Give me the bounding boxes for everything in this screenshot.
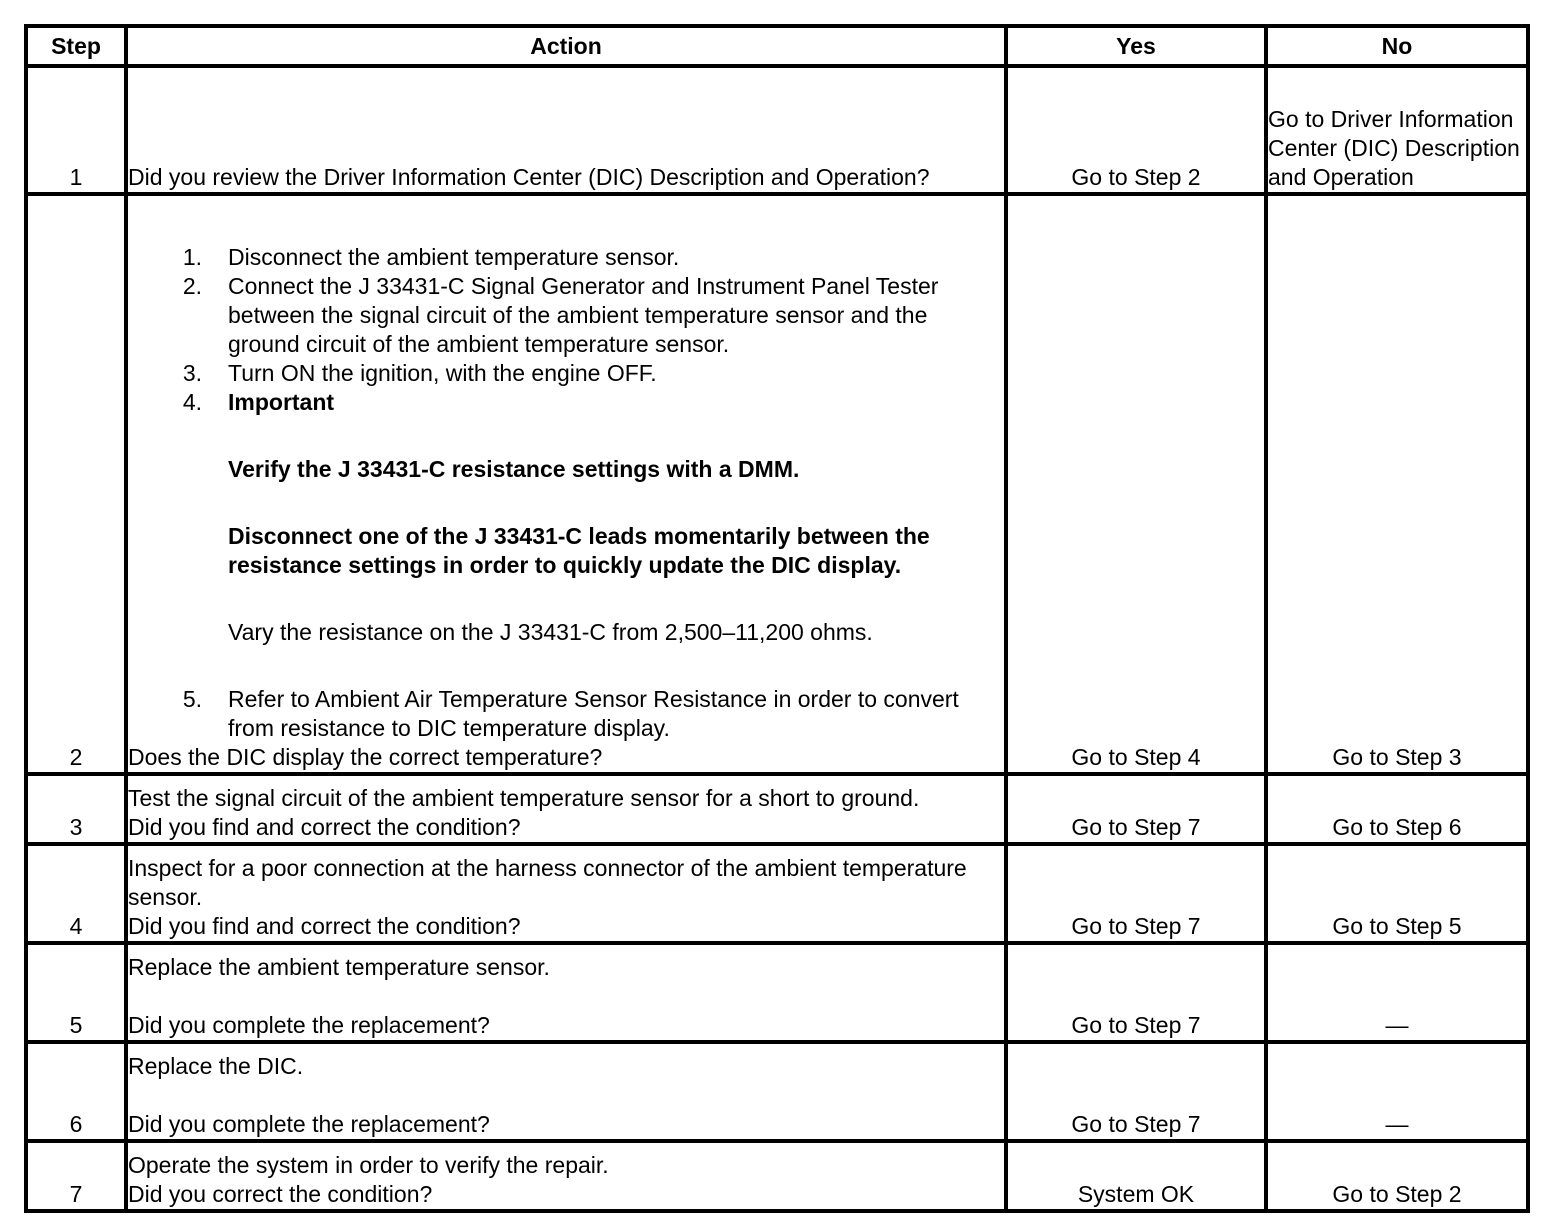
important-note: Verify the J 33431-C resistance settings with a DMM. bbox=[228, 456, 800, 482]
no-result: Go to Driver Information Center (DIC) Description and Operation bbox=[1266, 66, 1528, 194]
action-text: Replace the DIC. bbox=[128, 1053, 304, 1079]
table-row bbox=[26, 1141, 1528, 1211]
list-item bbox=[128, 243, 1004, 272]
step-number: 3 bbox=[26, 774, 126, 844]
yes-result: Go to Step 7 bbox=[1006, 1042, 1266, 1141]
header-step: Step bbox=[26, 26, 126, 66]
item-number: 4. bbox=[182, 389, 202, 415]
action-question: Did you correct the condition? bbox=[128, 1181, 433, 1207]
item-text: Connect the J 33431-C Signal Generator and Instrument Panel Tester between the signal circuit of the ambient temperature sensor and the ground circuit of the ambient temperature sensor. bbox=[228, 273, 939, 357]
action-question: Did you complete the replacement? bbox=[128, 1111, 490, 1137]
step-number: 1 bbox=[26, 66, 126, 194]
yes-result: Go to Step 7 bbox=[1006, 844, 1266, 943]
list-item bbox=[128, 685, 1004, 743]
action-cell bbox=[126, 943, 1006, 1042]
yes-result: Go to Step 7 bbox=[1006, 774, 1266, 844]
table-row bbox=[26, 1042, 1528, 1141]
list-item bbox=[128, 388, 1004, 647]
action-question: Does the DIC display the correct temperature? bbox=[128, 744, 603, 770]
table-row bbox=[26, 943, 1528, 1042]
table-row bbox=[26, 66, 1528, 194]
table-row bbox=[26, 194, 1528, 774]
yes-result: System OK bbox=[1006, 1141, 1266, 1211]
item-text: Disconnect the ambient temperature sensor. bbox=[228, 244, 680, 270]
step-number: 2 bbox=[26, 194, 126, 774]
action-cell bbox=[126, 774, 1006, 844]
action-question: Did you find and correct the condition? bbox=[128, 913, 521, 939]
header-no: No bbox=[1266, 26, 1528, 66]
action-text: Test the signal circuit of the ambient temperature sensor for a short to ground. bbox=[128, 785, 920, 811]
action-question: Did you find and correct the condition? bbox=[128, 814, 521, 840]
item-text: Refer to Ambient Air Temperature Sensor Resistance in order to convert from resistance to DIC temperature display. bbox=[228, 686, 959, 741]
action-cell bbox=[126, 1141, 1006, 1211]
step-number: 4 bbox=[26, 844, 126, 943]
action-cell bbox=[126, 66, 1006, 194]
action-text: Inspect for a poor connection at the harness connector of the ambient temperature sensor. bbox=[128, 855, 967, 910]
item-number: 1. bbox=[182, 244, 202, 270]
important-note: Disconnect one of the J 33431-C leads momentarily between the resistance settings in order to quickly update the DIC display. bbox=[228, 523, 930, 578]
no-result: Go to Step 3 bbox=[1266, 194, 1528, 774]
list-item bbox=[128, 272, 1004, 359]
action-text: Replace the ambient temperature sensor. bbox=[128, 954, 550, 980]
header-action: Action bbox=[126, 26, 1006, 66]
spacer bbox=[128, 982, 1004, 1011]
no-result: — bbox=[1266, 1042, 1528, 1141]
action-cell bbox=[126, 1042, 1006, 1141]
diagnostic-table bbox=[24, 24, 1530, 1213]
step-number: 7 bbox=[26, 1141, 126, 1211]
step-number: 6 bbox=[26, 1042, 126, 1141]
important-heading: Important bbox=[228, 389, 335, 415]
item-text: Turn ON the ignition, with the engine OFF. bbox=[228, 360, 657, 386]
action-question: Did you complete the replacement? bbox=[128, 1012, 490, 1038]
no-result: Go to Step 2 bbox=[1266, 1141, 1528, 1211]
action-text: Did you review the Driver Information Center (DIC) Description and Operation? bbox=[128, 164, 930, 190]
yes-result: Go to Step 7 bbox=[1006, 943, 1266, 1042]
item-body bbox=[228, 388, 1004, 647]
item-number: 2. bbox=[182, 273, 202, 299]
no-result: — bbox=[1266, 943, 1528, 1042]
header-yes: Yes bbox=[1006, 26, 1266, 66]
item-text: Vary the resistance on the J 33431-C from 2,500–11,200 ohms. bbox=[228, 619, 873, 645]
spacer bbox=[128, 1081, 1004, 1110]
item-number: 3. bbox=[182, 360, 202, 386]
no-result: Go to Step 6 bbox=[1266, 774, 1528, 844]
list-item bbox=[128, 359, 1004, 388]
header-row bbox=[26, 26, 1528, 66]
action-cell bbox=[126, 194, 1006, 774]
action-text: Operate the system in order to verify the repair. bbox=[128, 1152, 609, 1178]
item-number: 5. bbox=[182, 686, 202, 712]
no-result: Go to Step 5 bbox=[1266, 844, 1528, 943]
yes-result: Go to Step 2 bbox=[1006, 66, 1266, 194]
procedure-list bbox=[128, 243, 1004, 743]
step-number: 5 bbox=[26, 943, 126, 1042]
yes-result: Go to Step 4 bbox=[1006, 194, 1266, 774]
action-cell bbox=[126, 844, 1006, 943]
table-row bbox=[26, 844, 1528, 943]
table-row bbox=[26, 774, 1528, 844]
